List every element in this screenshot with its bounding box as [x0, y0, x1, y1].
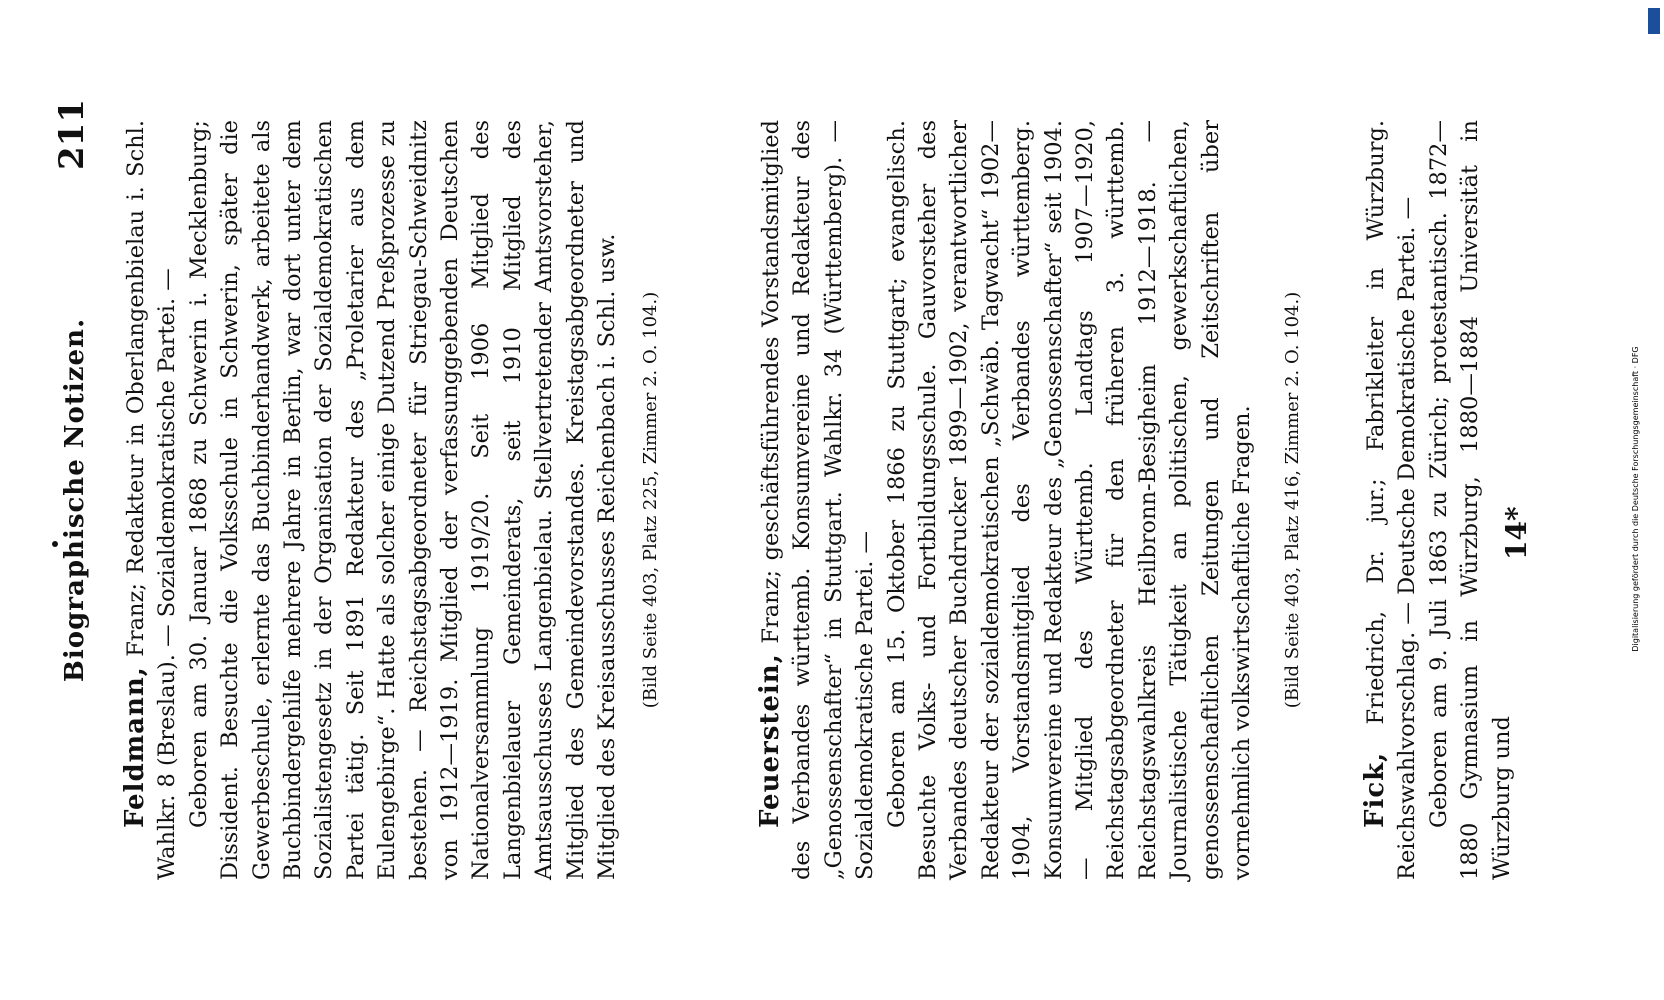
entry-intro [120, 120, 184, 880]
page-number: 211 [52, 99, 92, 170]
entry-feldmann [120, 120, 624, 880]
entry-body: Geboren am 9. Juli 1863 zu Zürich; protestantisch. 1872—1880 Gymnasium in Würzburg, 1880—1884 Universität in Würzburg und [1425, 120, 1515, 880]
signature-mark: 14* [1500, 506, 1533, 560]
entry-name: Fick, [1360, 751, 1390, 828]
funding-notice-strip [1631, 0, 1664, 1000]
entry-body: Geboren am 15. Oktober 1866 zu Stuttgart; evangelisch. Besuchte Volks- und Fortbildungsschule. Gauvorsteher des Verbandes deutscher Buchdrucker 1899—1902, verantwortlicher Redakteur der sozialdemokratischen „Schwäb. Tagwacht“ 1902—1904, Vorstandsmitglied des Verbandes württemberg. Konsumvereine und Redakteur des „Genossenschafter“ seit 1904. — Mitglied des Württemb. Landtags 1907—1920, Reichstagsabgeordneter für den früheren 3. württemb. Reichstagswahlkreis Heilbronn-Besigheim 1912—1918. — Journalistische Tätigkeit an politischen, gewerkschaftlichen, genossenschaftlichen Zeitungen und Zeitschriften über vornehmlich volkswirtschaftliche Fragen. [883, 120, 1256, 880]
entry-name: Feldmann, [120, 666, 150, 828]
entry-intro-text: Franz; Redakteur in Oberlangenbielau i. Schl. Wahlkr. 8 (Breslau). — Sozialdemokratische Partei. — [123, 119, 181, 880]
entry-feuerstein [755, 120, 1259, 880]
photo-caption: (Bild Seite 403, Platz 225, Zimmer 2. O. 104.) [640, 291, 661, 709]
dfg-logo-icon [1648, 8, 1660, 34]
entry-intro-text: Friedrich, Dr. jur.; Fabrikleiter in Würzburg. Reichswahlvorschlag. — Deutsche Demokratische Partei. — [1363, 119, 1421, 880]
entry-name: Feuerstein, [755, 653, 785, 828]
decorative-dot [52, 541, 58, 547]
photo-caption: (Bild Seite 403, Platz 416, Zimmer 2. O. 104.) [1282, 291, 1303, 709]
entry-body: Geboren am 30. Januar 1868 zu Schwerin i. Mecklenburg; Dissident. Besuchte die Volksschule in Schwerin, später die Gewerbeschule, erlernte das Buchbinderhandwerk, arbeitete als Buchbindergehilfe mehrere Jahre in Berlin, war dort unter dem Sozialistengesetz in der Organisation der Sozialdemokratischen Partei tätig. Seit 1891 Redakteur des „Proletarier aus dem Eulengebirge“. Hatte als solcher einige Dutzend Preßprozesse zu bestehen. — Reichstagsabgeordneter für Striegau-Schweidnitz von 1912—1919. Mitglied der verfassunggebenden Deutschen Nationalversammlung 1919/20. Seit 1906 Mitglied des Langenbielauer Gemeinderats, seit 1910 Mitglied des Amtsausschusses Langenbielau. Stellvertretender Amtsvorsteher, Mitglied des Gemeindevorstandes. Kreistagsabgeordneter und Mitglied des Kreisausschusses Reichenbach i. Schl. usw. [185, 120, 621, 880]
entry-intro-text: Franz; geschäftsführendes Vorstandsmitglied des Verbandes württemb. Konsumvereine und Redakteur des „Genossenschafter“ in Stuttgart. Wahlkr. 34 (Württemberg). — Sozialdemokratische Partei. — [758, 119, 879, 880]
entry-intro [1360, 120, 1424, 880]
entry-intro [755, 120, 882, 880]
page-title: Biographische Notizen. [60, 317, 90, 683]
entry-fick [1360, 120, 1518, 880]
funding-notice-text: Digitalisierung gefördert durch die Deutsche Forschungsgemeinschaft · DFG [1631, 346, 1640, 652]
